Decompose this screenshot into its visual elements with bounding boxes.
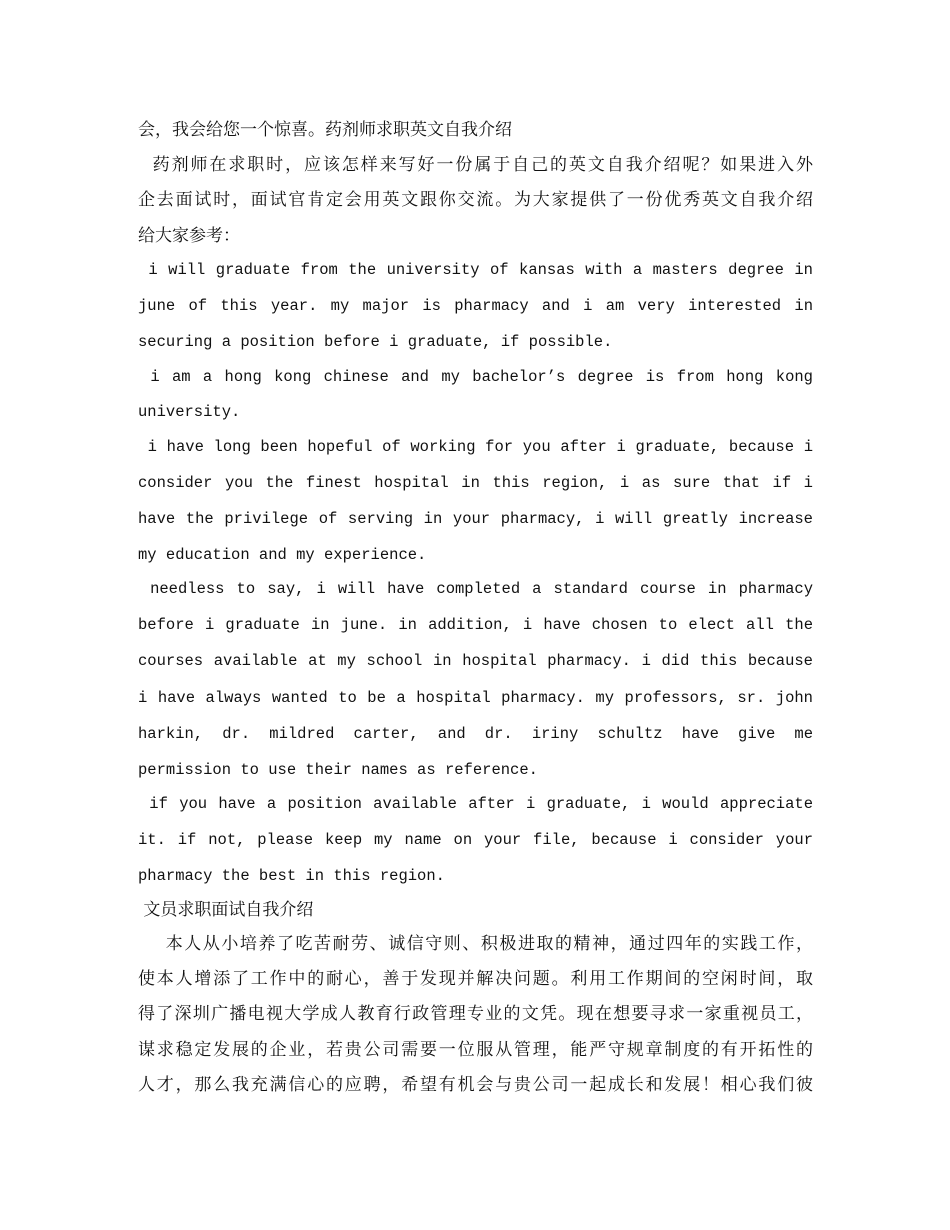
- text-line: consider you the finest hospital in this region, i as sure that if i: [138, 474, 813, 492]
- text-line: i have long been hopeful of working for you after i graduate, because i: [138, 438, 813, 456]
- text-line: if you have a position available after i graduate, i would appreciate: [138, 795, 813, 813]
- text-line: 企去面试时，面试官肯定会用英文跟你交流。为大家提供了一份优秀英文自我介绍: [138, 190, 813, 210]
- text-line: 人才，那么我充满信心的应聘，希望有机会与贵公司一起成长和发展！相心我们彼: [138, 1075, 813, 1095]
- text-line: 给大家参考：: [138, 226, 240, 246]
- text-line: 得了深圳广播电视大学成人教育行政管理专业的文凭。现在想要寻求一家重视员工，: [138, 1004, 813, 1024]
- text-line: it. if not, please keep my name on your file, because i consider your: [138, 831, 813, 849]
- text-line: 使本人增添了工作中的耐心，善于发现并解决问题。利用工作期间的空闲时间，取: [138, 969, 813, 989]
- section-heading: 文员求职面试自我介绍: [138, 900, 314, 920]
- text-line: securing a position before i graduate, if possible.: [138, 333, 613, 351]
- text-line: i am a hong kong chinese and my bachelor’s degree is from hong kong: [138, 368, 813, 386]
- text-line: pharmacy the best in this region.: [138, 867, 445, 885]
- text-line: courses available at my school in hospital pharmacy. i did this because: [138, 652, 813, 670]
- text-line: 药剂师在求职时，应该怎样来写好一份属于自己的英文自我介绍呢？如果进入外: [138, 155, 813, 175]
- text-line: i will graduate from the university of kansas with a masters degree in: [138, 261, 813, 279]
- text-line: have the privilege of serving in your pharmacy, i will greatly increase: [138, 510, 813, 528]
- text-line: permission to use their names as reference.: [138, 761, 538, 779]
- text-line: needless to say, i will have completed a standard course in pharmacy: [138, 580, 813, 598]
- text-line: 本人从小培养了吃苦耐劳、诚信守则、积极进取的精神，通过四年的实践工作，: [138, 934, 813, 954]
- text-line: june of this year. my major is pharmacy and i am very interested in: [138, 297, 813, 315]
- text-line: 谋求稳定发展的企业，若贵公司需要一位服从管理，能严守规章制度的有开拓性的: [138, 1040, 813, 1060]
- text-line: my education and my experience.: [138, 546, 427, 564]
- text-line: before i graduate in june. in addition, i have chosen to elect all the: [138, 616, 813, 634]
- text-line: university.: [138, 403, 241, 421]
- text-line: i have always wanted to be a hospital pharmacy. my professors, sr. john: [138, 689, 813, 707]
- text-line: harkin, dr. mildred carter, and dr. iriny schultz have give me: [138, 725, 813, 743]
- text-line: 会，我会给您一个惊喜。药剂师求职英文自我介绍: [138, 120, 512, 140]
